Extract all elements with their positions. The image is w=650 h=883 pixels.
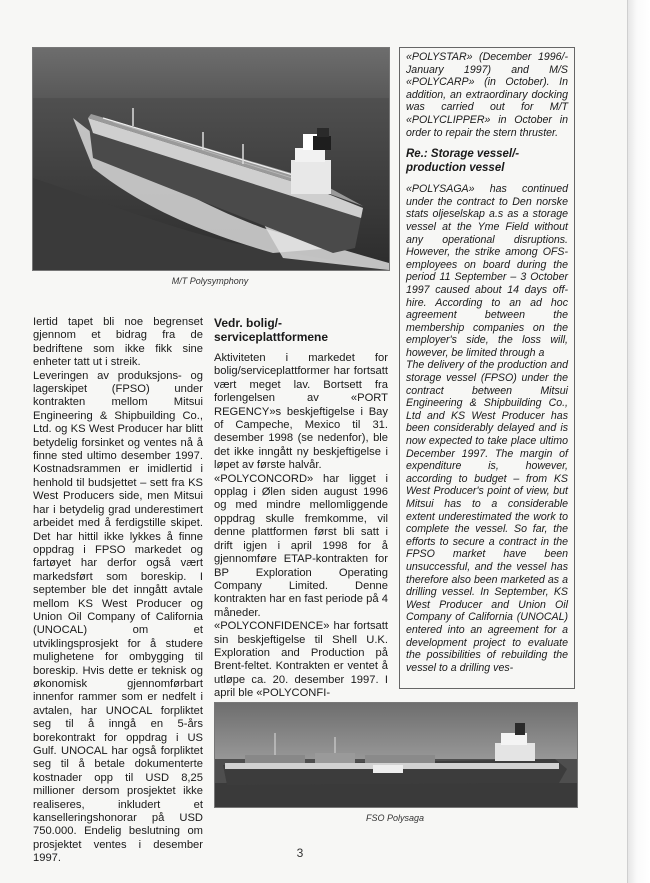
heading-storage-vessel: Re.: Storage vessel/-production vessel bbox=[406, 148, 520, 175]
tanker-image bbox=[33, 48, 389, 270]
middle-paragraph-2: «POLYCONCORD» har ligget i opplag i Ølen siden august 1996 og med mindre mellomliggende oppdrag skulle fremkomme, vil denne plattformen først bli satt i drift igjen i april 1998 for å gjennomføre ETAP-kontrakten for BP Exploration Operating Company Limited. Denne kontrakten har en fast periode på 4 måneder. bbox=[214, 472, 388, 619]
right-intro: «POLYSTAR» (December 1996/-January 1997) and M/S «POLYCARP» (in October). In addition, an extraordinary docking was carried out for M/T «POLYCLIPPER» in October in order to repair the stern thruster. bbox=[406, 51, 568, 139]
column-middle bbox=[214, 316, 388, 701]
fso-vessel-image bbox=[215, 703, 577, 807]
photo-top-caption: M/T Polysymphony bbox=[171, 276, 249, 286]
right-paragraph-1: «POLYSAGA» has continued under the contract to Den norske stats oljeselskap a.s as a storage vessel at the Yme Field without any operational disruptions. However, the strike among OFS-employees on board during the period 11 September – 3 October 1997 caused about 14 days off-hire. According to an ad hoc agreement between the membership companies on the employer's side, the loss will, however, be limited through a bbox=[406, 183, 568, 359]
photo-polysaga bbox=[214, 702, 578, 808]
middle-paragraph-1: Aktiviteten i markedet for bolig/serviceplattformer har fortsatt vært meget lav. Bortsett fra forlengelsen av «PORT REGENCY»s beskjeftigelse i Bay of Campeche, Mexico til 31. desember 1998 (se nedenfor), ble det ikke inngått ny beskjeftigelse i løpet av første halvår. bbox=[214, 352, 388, 472]
translation-box bbox=[399, 47, 575, 689]
column-left bbox=[33, 316, 203, 866]
page-number: 3 bbox=[296, 846, 304, 860]
photo-bottom-caption: FSO Polysaga bbox=[365, 813, 425, 823]
page-edge bbox=[627, 0, 650, 883]
middle-paragraph-3: «POLYCONFIDENCE» har fortsatt sin beskjeftigelse til Shell U.K. Exploration and Production på Brent-feltet. Kontrakten er ventet å utløpe ca. 20. desember 1997. I april ble «POLYCONFI- bbox=[214, 620, 388, 700]
photo-polysymphony bbox=[32, 47, 390, 271]
left-paragraph-1: Iertid tapet bli noe begrenset gjennom et bidrag fra de bedriftene som ikke fikk sine enheter tatt ut i streik. bbox=[33, 316, 203, 369]
right-paragraph-2: The delivery of the production and storage vessel (FPSO) under the contract between Mitsui Engineering & Shipbuilding Co., Ltd and KS West Producer has been considerably delayed and is now expected to take place ultimo December 1997. The margin of expenditure is, however, according to budget – from KS West Producer's point of view, but Mitsui has to a considerable extent underestimated the work to complete the vessel. So far, the efforts to secure a contract in the FPSO market have been unsuccessful, and the vessel has therefore also been marketed as a drilling vessel. In September, KS West Producer and Union Oil Company of California (UNOCAL) entered into an agreement for a development project to evaluate the possibilities of rebuilding the vessel to a drilling ves- bbox=[406, 359, 568, 674]
left-paragraph-2: Leveringen av produksjons- og lagerskipet (FPSO) under kontrakten mellom Mitsui Engineering & Shipbuilding Co., Ltd. og KS West Producer har blitt betydelig forsinket og ventes nå å finne sted ultimo desember 1997. Kostnadsrammen er imidlertid i henhold til budsjettet – sett fra KS West Producers side, men Mitsui har i betydelig grad underestimert arbeidet med å ferdigstille skipet. Det har hittil ikke lykkes å finne oppdrag i FPSO markedet og fartøyet har derfor også vært markedsført som boreskip. I september ble det inngått avtale mellom KS West Producer og Union Oil Company of California (UNOCAL) om et utviklingsprosjekt for å studere mulighetene for ombygging til boreskip. Hvis dette er teknisk og økonomisk gjennomførbart innenfor rammer som er nedfelt i avtalen, har UNOCAL forpliktet seg til å inngå en 5-års borekontrakt for oppdrag i US Gulf. UNOCAL har også forpliktet seg til å betale dokumenterte kostnader opp til USD 8,25 millioner dersom prosjektet ikke realiseres, inkludert et kanselleringshonorar på USD 750.000. Endelig beslutning om prosjektet ventes i desember 1997. bbox=[33, 369, 203, 865]
heading-bolig-service: Vedr. bolig/-serviceplattformene bbox=[214, 316, 329, 344]
